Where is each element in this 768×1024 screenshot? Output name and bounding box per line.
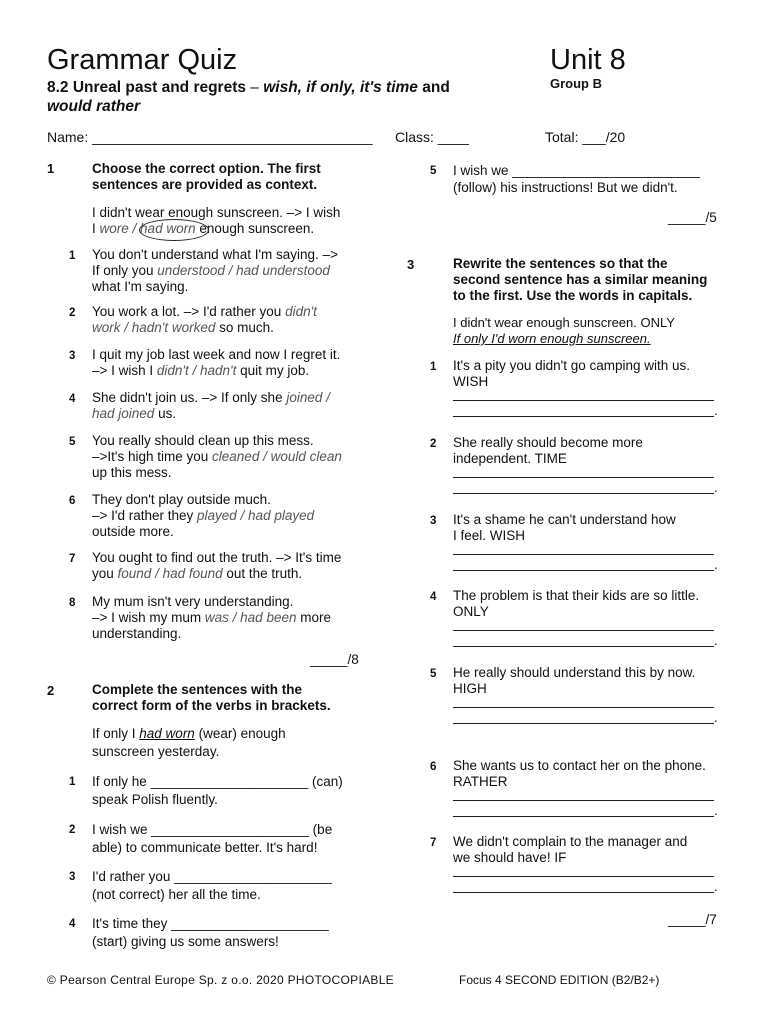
section-number: 2 <box>47 683 55 698</box>
section-instruction: Complete the sentences with the correct form of the verbs in brackets. <box>92 682 331 713</box>
list-item: I quit my job last week and now I regret it. –> I wish I didn't / hadn't quit my job. <box>92 347 341 378</box>
item-number: 6 <box>69 495 76 507</box>
list-item: I'd rather you _____________________ (not correct) her all the time. <box>92 869 332 902</box>
answer-line[interactable] <box>453 477 714 478</box>
list-item: He really should understand this by now. HIGH <box>453 665 696 696</box>
item-number: 1 <box>430 361 437 373</box>
item-number: 7 <box>430 837 437 849</box>
section-instruction: Choose the correct option. The first sentences are provided as context. <box>92 161 321 192</box>
section-score[interactable]: _____/8 <box>310 652 359 667</box>
list-item: They don't play outside much. –> I'd rather they played / had played outside more. <box>92 492 315 539</box>
list-item: We didn't complain to the manager and we should have! IF <box>453 834 688 865</box>
list-item: If only he _____________________ (can) speak Polish fluently. <box>92 774 343 807</box>
item-number: 8 <box>69 597 76 609</box>
list-item: She didn't join us. –> If only she joined / had joined us. <box>92 390 330 421</box>
answer-line[interactable] <box>453 630 714 631</box>
answer-line[interactable] <box>453 892 714 893</box>
copyright-footer: © Pearson Central Europe Sp. z o.o. 2020 PHOTOCOPIABLE <box>47 973 394 987</box>
list-item: You work a lot. –> I'd rather you didn't work / hadn't worked so much. <box>92 304 317 335</box>
item-number: 1 <box>69 776 76 788</box>
name-field[interactable]: Name: ____________________________________ <box>47 129 373 145</box>
item-number: 5 <box>430 165 437 177</box>
answer-line[interactable] <box>453 493 714 494</box>
list-item: It's a shame he can't understand how I feel. WISH <box>453 512 676 543</box>
answer-line[interactable] <box>453 723 714 724</box>
list-item: You really should clean up this mess. –>It's high time you cleaned / would clean up this mess. <box>92 433 342 480</box>
section-instruction: Rewrite the sentences so that the second sentence has a similar meaning to the first. Use the words in capitals. <box>453 256 708 303</box>
section-score[interactable]: _____/5 <box>668 210 717 225</box>
list-item: It's time they _____________________ (start) giving us some answers! <box>92 916 329 949</box>
example-sentence: If only I had worn (wear) enough sunscreen yesterday. <box>92 726 286 759</box>
example-sentence: I didn't wear enough sunscreen. ONLY If only I'd worn enough sunscreen. <box>453 315 675 346</box>
answer-line[interactable] <box>453 400 714 401</box>
quiz-subtitle: 8.2 Unreal past and regrets – wish, if only, it's time and would rather <box>47 79 450 115</box>
list-item: You ought to find out the truth. –> It's time you found / had found out the truth. <box>92 550 342 581</box>
answer-line[interactable] <box>453 876 714 877</box>
quiz-title: Grammar Quiz <box>47 44 238 76</box>
list-item: The problem is that their kids are so little. ONLY <box>453 588 700 619</box>
example-sentence: I didn't wear enough sunscreen. –> I wish I wore / had worn enough sunscreen. <box>92 205 341 236</box>
line-end-dot: . <box>714 633 718 648</box>
answer-line[interactable] <box>453 416 714 417</box>
line-end-dot: . <box>714 879 718 894</box>
list-item: She wants us to contact her on the phone. RATHER <box>453 758 706 789</box>
item-number: 4 <box>69 393 76 405</box>
item-number: 1 <box>69 250 76 262</box>
class-field[interactable]: Class: ____ <box>395 129 469 145</box>
section-score[interactable]: _____/7 <box>668 912 717 927</box>
edition-footer: Focus 4 SECOND EDITION (B2/B2+) <box>459 973 660 987</box>
item-number: 7 <box>69 553 76 565</box>
group-label: Group B <box>550 76 602 91</box>
item-number: 2 <box>69 824 76 836</box>
item-number: 2 <box>69 307 76 319</box>
item-number: 3 <box>430 515 437 527</box>
answer-circle <box>139 219 209 241</box>
item-number: 3 <box>69 871 76 883</box>
section-number: 1 <box>47 161 55 176</box>
list-item: I wish we _____________________ (be able) to communicate better. It's hard! <box>92 822 333 855</box>
item-number: 2 <box>430 438 437 450</box>
answer-line[interactable] <box>453 570 714 571</box>
answer-line[interactable] <box>453 816 714 817</box>
unit-label: Unit 8 <box>550 44 626 76</box>
item-number: 4 <box>430 591 437 603</box>
item-number: 5 <box>430 668 437 680</box>
item-number: 5 <box>69 436 76 448</box>
line-end-dot: . <box>714 710 718 725</box>
item-number: 3 <box>69 350 76 362</box>
list-item: You don't understand what I'm saying. –> If only you understood / had understood what I'm saying. <box>92 247 338 294</box>
item-number: 4 <box>69 918 76 930</box>
line-end-dot: . <box>714 803 718 818</box>
item-number: 6 <box>430 761 437 773</box>
list-item: My mum isn't very understanding. –> I wish my mum was / had been more understanding. <box>92 594 331 641</box>
list-item: It's a pity you didn't go camping with us. WISH <box>453 358 691 389</box>
line-end-dot: . <box>714 480 718 495</box>
section-number: 3 <box>407 257 415 272</box>
answer-line[interactable] <box>453 707 714 708</box>
answer-line[interactable] <box>453 554 714 555</box>
line-end-dot: . <box>714 557 718 572</box>
answer-line[interactable] <box>453 646 714 647</box>
line-end-dot: . <box>714 403 718 418</box>
list-item: She really should become more independent. TIME <box>453 435 643 466</box>
answer-line[interactable] <box>453 800 714 801</box>
list-item: I wish we _________________________ (follow) his instructions! But we didn't. <box>453 163 700 195</box>
total-field[interactable]: Total: ___/20 <box>545 129 626 145</box>
